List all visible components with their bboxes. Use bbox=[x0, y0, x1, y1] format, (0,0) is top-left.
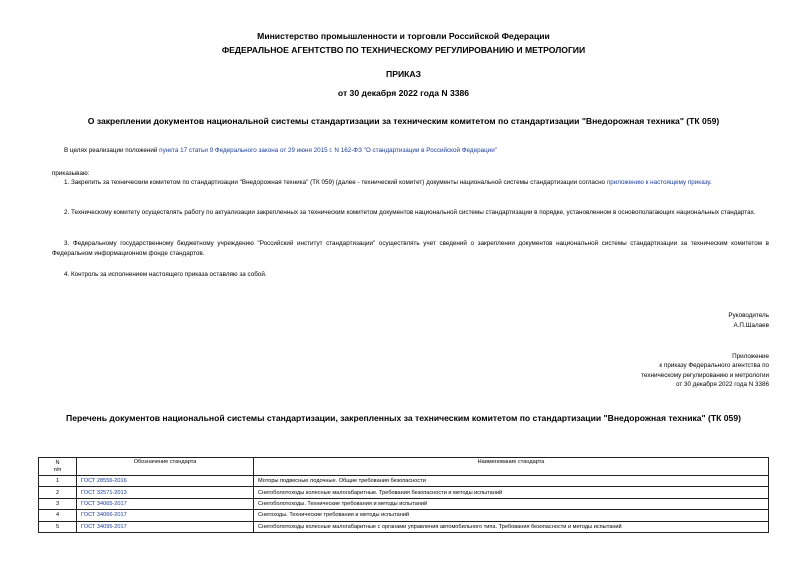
row-num: 1 bbox=[39, 476, 77, 487]
col-name-header: Наименование стандарта bbox=[254, 458, 769, 476]
row-code bbox=[77, 521, 254, 532]
item-1 bbox=[52, 178, 769, 188]
table-row bbox=[39, 487, 769, 498]
orders-line: приказываю: bbox=[52, 170, 90, 177]
item-4: 4. Контроль за исполнением настоящего приказа оставляю за собой. bbox=[64, 271, 267, 278]
row-name: Снегоходы. Технические требования и методы испытаний bbox=[254, 510, 769, 521]
standard-link[interactable]: ГОСТ 32571-2013 bbox=[81, 489, 127, 496]
doc-type: ПРИКАЗ bbox=[386, 69, 421, 79]
table-row bbox=[39, 498, 769, 509]
row-num: 2 bbox=[39, 487, 77, 498]
row-num: 5 bbox=[39, 521, 77, 532]
doc-date: от 30 декабря 2022 года N 3386 bbox=[337, 88, 470, 98]
row-name: Снегоболотоходы. Технические требования и методы испытаний bbox=[254, 498, 769, 509]
standard-link[interactable]: ГОСТ 28556-2016 bbox=[81, 478, 127, 485]
appendix-line-3: от 30 декабря 2022 года N 3386 bbox=[675, 381, 769, 389]
intro-paragraph bbox=[64, 146, 754, 156]
appendix-header bbox=[560, 352, 769, 390]
row-num: 4 bbox=[39, 510, 77, 521]
row-name: Снегоболотоходы колесные малогабаритные с органами управления автомобильного типа. Требования безопасности и методы испытаний bbox=[254, 521, 769, 532]
doc-title: О закреплении документов национальной системы стандартизации за техническим комитетом по стандартизации "Внедорожная техника" (ТК 059) bbox=[87, 116, 720, 126]
col-num-header: N п/п bbox=[39, 458, 77, 476]
table-row bbox=[39, 510, 769, 521]
appendix-line-2: техническому регулированию и метрологии bbox=[641, 371, 769, 379]
standard-link[interactable]: ГОСТ 34065-2017 bbox=[81, 500, 127, 507]
item-3: 3. Федеральному государственному бюджетному учреждению "Российский институт стандартизации" осуществлять учет сведений о закреплении документов национальной системы стандартизации за техническим комитетом в Федеральном информационном фонде стандартов. bbox=[52, 240, 769, 257]
intro-prefix: В целях реализации положений bbox=[64, 147, 160, 154]
item-1-text: 1. Закрепить за техническим комитетом по стандартизации "Внедорожная техника" (ТК 059) (далее - технический комитет) документы национальной системы стандартизации согласно bbox=[64, 179, 607, 186]
row-code bbox=[77, 476, 254, 487]
ministry-title: Министерство промышленности и торговли Российской Федерации bbox=[257, 31, 550, 41]
table-row bbox=[39, 476, 769, 487]
appendix-title: Перечень документов национальной системы стандартизации, закрепленных за техническим комитетом по стандартизации "Внедорожная техника" (ТК 059) bbox=[66, 413, 741, 423]
col-code-header: Обозначение стандарта bbox=[77, 458, 254, 476]
standards-table bbox=[38, 457, 769, 533]
standard-link[interactable]: ГОСТ 34095-2017 bbox=[81, 523, 127, 530]
row-code bbox=[77, 487, 254, 498]
item-2: 2. Техническому комитету осуществлять работу по актуализации закрепленных за техническим комитетом документов национальной системы стандартизации в порядке, установленном в основополагающих национальных стандартах. bbox=[64, 209, 756, 216]
row-code bbox=[77, 498, 254, 509]
appendix-line-1: к приказу Федерального агентства по bbox=[659, 362, 769, 370]
row-name: Снегоболотоходы колесные малогабаритные. Требования безопасности и методы испытаний bbox=[254, 487, 769, 498]
appendix-link[interactable]: приложению к настоящему приказу bbox=[606, 179, 710, 186]
row-name: Моторы подвесные лодочные. Общие требования безопасности bbox=[254, 476, 769, 487]
item-1-end: . bbox=[709, 179, 712, 186]
row-num: 3 bbox=[39, 498, 77, 509]
federal-law-link[interactable]: пункта 17 статьи 9 Федерального закона от 29 июня 2015 г. N 162-ФЗ "О стандартизации в Российской Федерации" bbox=[159, 147, 497, 154]
agency-title: ФЕДЕРАЛЬНОЕ АГЕНТСТВО ПО ТЕХНИЧЕСКОМУ РЕГУЛИРОВАНИЮ И МЕТРОЛОГИИ bbox=[221, 45, 586, 55]
signature-role: Руководитель bbox=[728, 312, 769, 319]
appendix-label: Приложение bbox=[732, 353, 769, 360]
signature-name: А.П.Шалаев bbox=[733, 321, 769, 329]
table-header-row bbox=[39, 458, 769, 476]
standard-link[interactable]: ГОСТ 34066-2017 bbox=[81, 512, 127, 519]
row-code bbox=[77, 510, 254, 521]
signature-block bbox=[600, 311, 769, 330]
table-row bbox=[39, 521, 769, 532]
